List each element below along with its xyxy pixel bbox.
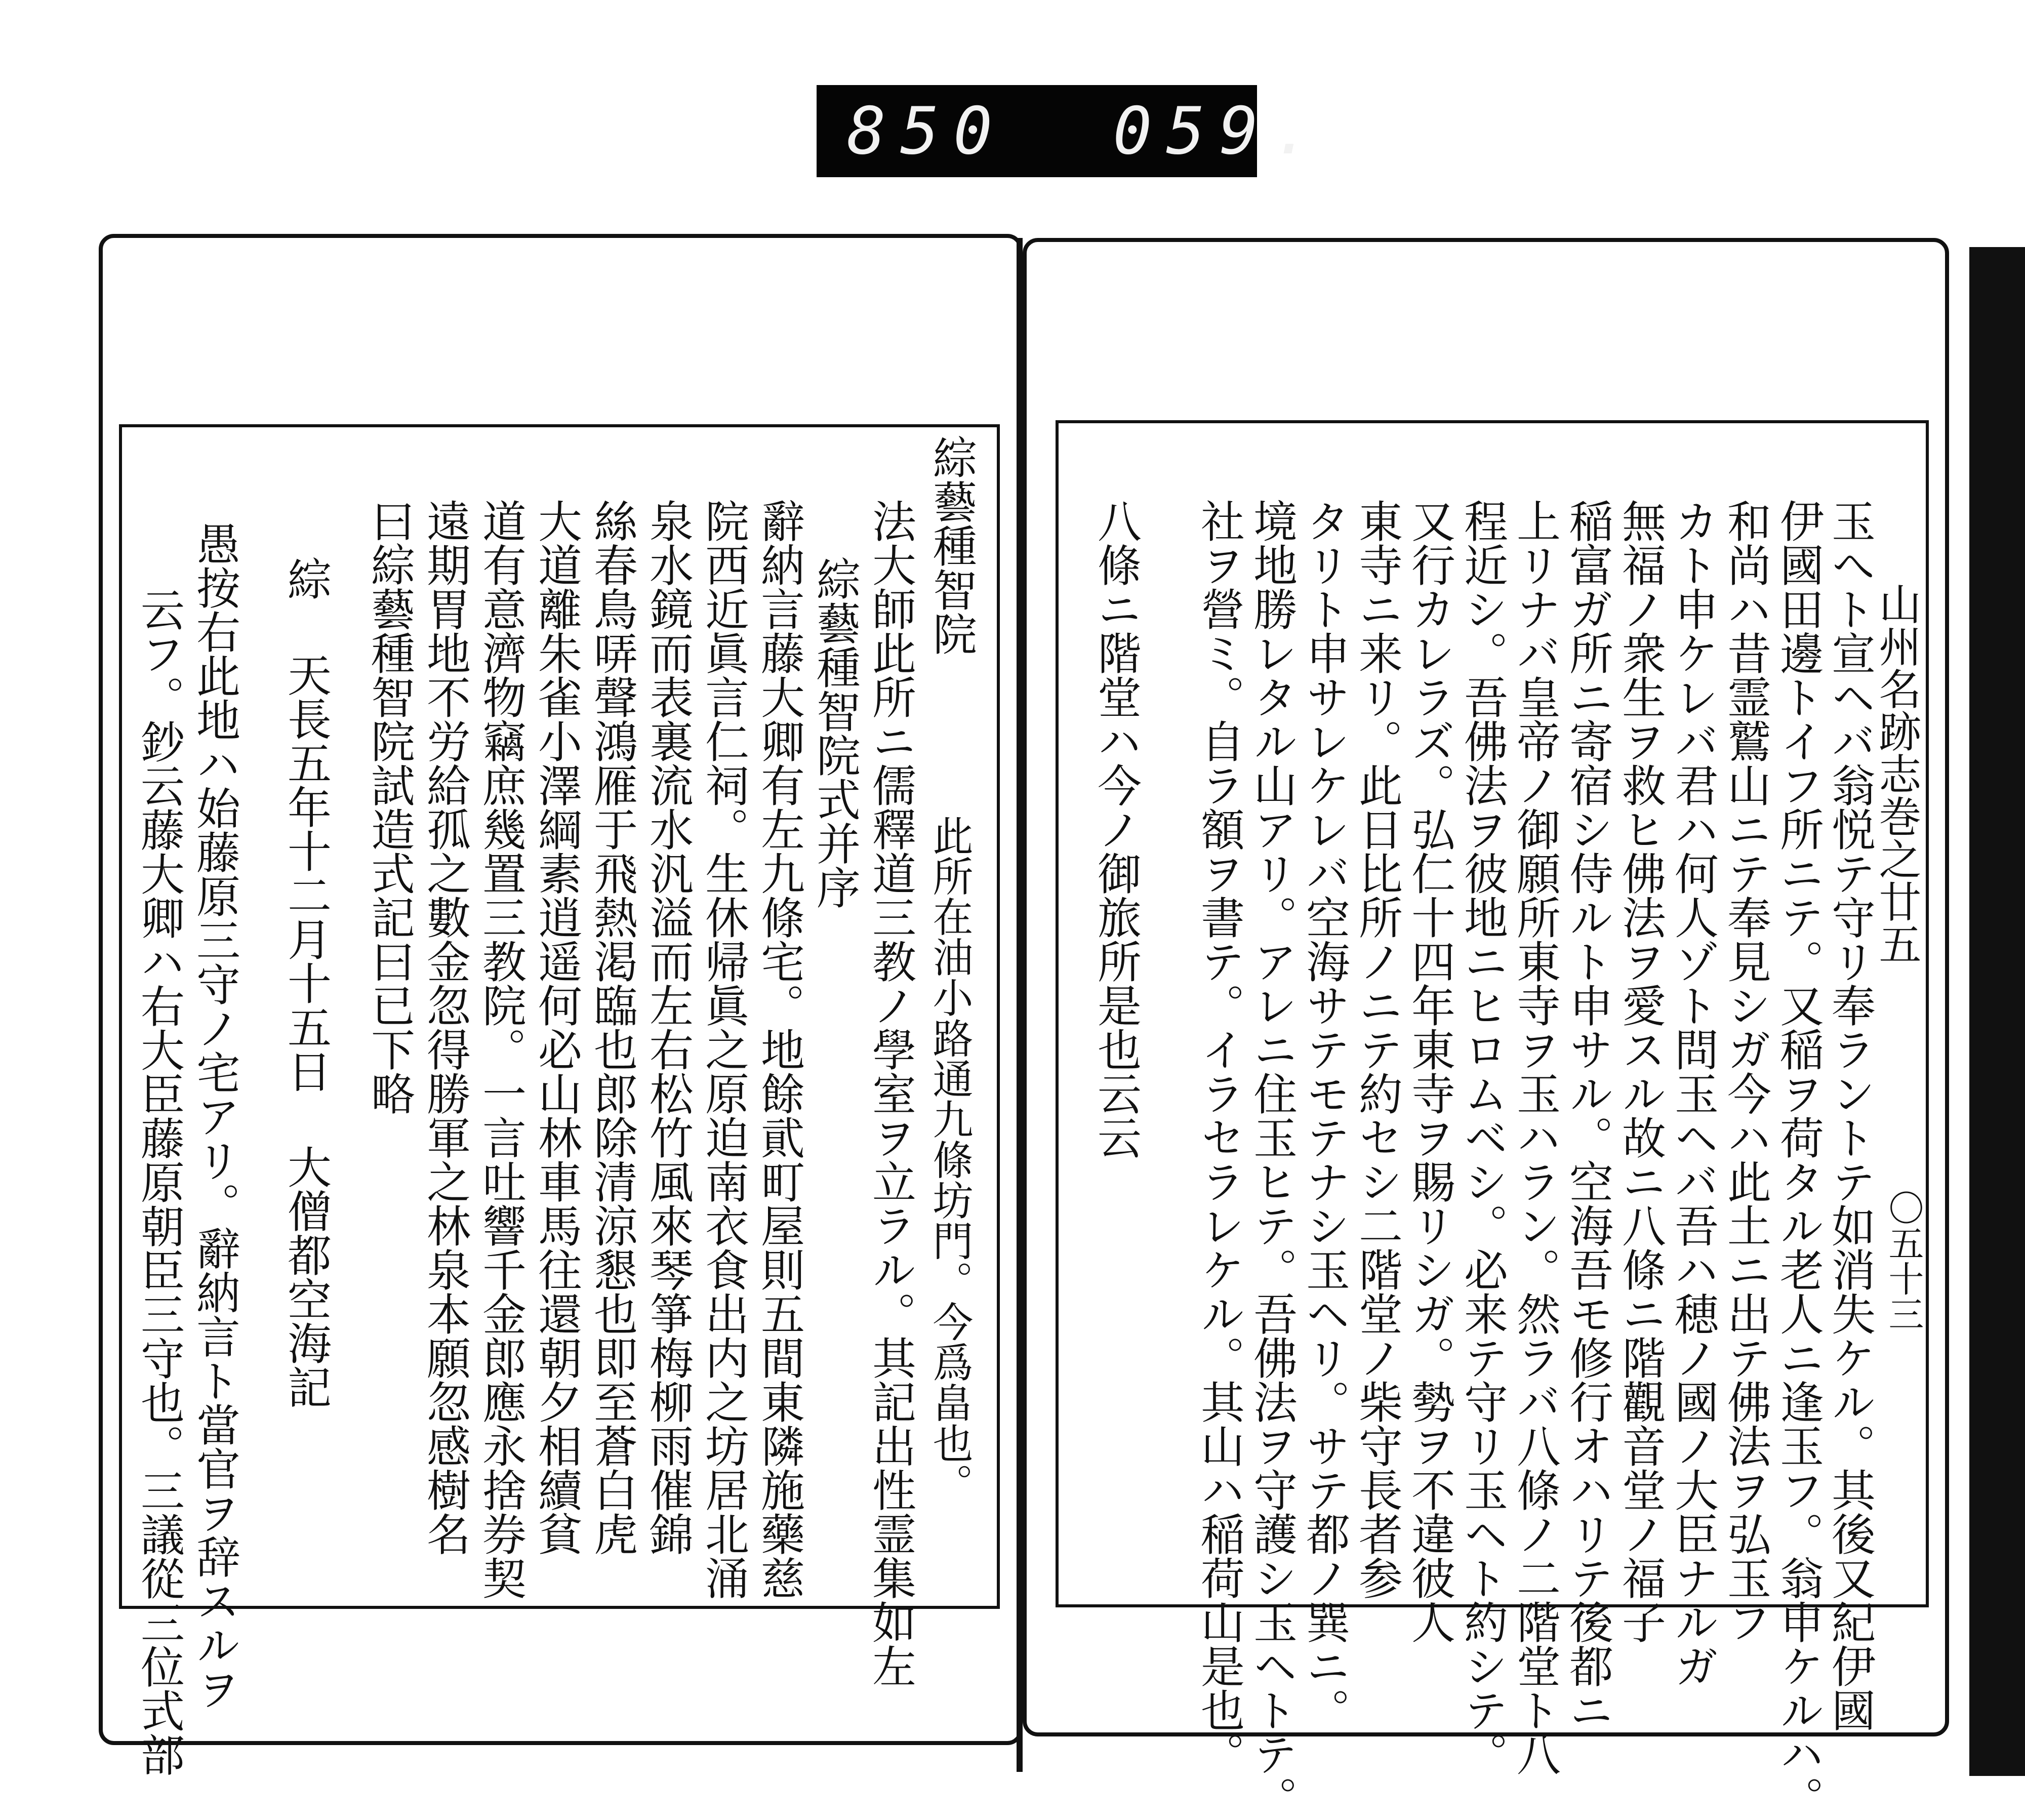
left-column-11: 曰綜藝種智院試造式記曰已下略 bbox=[363, 499, 415, 1115]
right-column-12: 境地勝レタル山アリ。アレニ住玉ヒテ。吾佛法ヲ守護シ玉ヘトテ。 bbox=[1246, 499, 1298, 1820]
right-column-10: 東寺ニ来リ。此日比所ノニテ約セシ二階堂ノ柴守長者参 bbox=[1351, 499, 1403, 1600]
left-column-14: 云フ。鈔云藤大卿ハ右大臣藤原朝臣三守也。三議從三位式部 bbox=[133, 587, 185, 1776]
right-column-3: 和尚ハ昔霊鷲山ニテ奉見シガ今ハ此土ニ出テ佛法ヲ弘玉フ bbox=[1720, 499, 1771, 1644]
left-column-6: 泉水鏡而表裏流水汎溢而左右松竹風來琴箏梅柳雨催錦 bbox=[642, 499, 694, 1556]
left-column-3: 綜藝種智院式并序 bbox=[809, 557, 861, 909]
page-number: 〇五十三 bbox=[1883, 1190, 1924, 1331]
left-column-8: 大道離朱雀小澤綱素逍遥何必山林車馬往還朝夕相續貧 bbox=[531, 499, 582, 1556]
left-column-12: 綜 天長五年十二月十五日 大僧都空海記 bbox=[280, 557, 332, 1409]
right-column-8: 程近シ。吾佛法ヲ彼地ニヒロムベシ。必来テ守リ玉ヘト約シテ。 bbox=[1456, 499, 1508, 1776]
right-column-14: 八條ニ階堂ハ今ノ御旅所是也云云 bbox=[1090, 499, 1142, 1159]
right-column-1: 玉へト宣ヘバ翁悦テ守リ奉ラントテ如消失ケル。其後又紀伊國 bbox=[1824, 499, 1876, 1732]
left-top-note: 此所在油小路通九條坊門。今爲畠也。 bbox=[926, 815, 973, 1504]
right-column-9: 又行カレラズ。弘仁十四年東寺ヲ賜リシガ。勢ヲ不違彼人 bbox=[1404, 499, 1455, 1644]
right-column-5: 無福ノ衆生ヲ救ヒ佛法ヲ愛スル故ニ八條ニ階觀音堂ノ福子 bbox=[1614, 499, 1666, 1644]
right-column-11: タリト申サレケレバ空海サテモテナシ玉ヘリ。サテ都ノ巽ニ。 bbox=[1299, 499, 1350, 1732]
right-column-13: 社ヲ營ミ。自ラ額ヲ書テ。イラセラレケル。其山ハ稲荷山是也。 bbox=[1193, 499, 1245, 1776]
left-column-title: 綜藝種智院 bbox=[925, 435, 977, 656]
right-column-2: 伊國田邊トイフ所ニテ。又稲ヲ荷タル老人ニ逢玉フ。翁申ケルハ。 bbox=[1772, 499, 1824, 1820]
book-edge-left bbox=[0, 225, 106, 1796]
left-column-2: 法大師此所ニ儒釋道三教ノ學室ヲ立ラル。其記出性霊集如左 bbox=[865, 499, 916, 1688]
left-column-9: 道有意濟物竊庶幾置三教院。一言吐響千金郎應永捨券契 bbox=[475, 499, 526, 1600]
left-column-4: 辭納言藤大卿有左九條宅。地餘貮町屋則五間東隣施藥慈 bbox=[753, 499, 805, 1600]
reference-number-label: 850 059. bbox=[817, 85, 1257, 177]
right-column-6: 稲富ガ所ニ寄宿シ侍ルト申サル。空海吾モ修行オハリテ後都ニ bbox=[1562, 499, 1613, 1732]
right-column-4: カト申ケレバ君ハ何人ゾト問玉ヘバ吾ハ穂ノ國ノ大臣ナルガ bbox=[1667, 499, 1719, 1688]
left-column-10: 遠期胃地不労給孤之數金忽得勝軍之林泉本願忽感樹名 bbox=[419, 499, 471, 1556]
left-column-13: 愚按右此地ハ始藤原三守ノ宅アリ。辭納言ト當官ヲ辞スルヲ bbox=[189, 521, 240, 1711]
right-column-7: 上リナバ皇帝ノ御願所東寺ヲ玉ハラン。然ラバ八條ノ二階堂ト八 bbox=[1509, 499, 1561, 1776]
book-spine bbox=[1017, 238, 1023, 1772]
book-edge-right bbox=[1969, 247, 2025, 1776]
left-column-7: 絲春鳥哢聲鴻雁于飛熱渇臨也郎除清涼懇也即至蒼白虎 bbox=[586, 499, 638, 1556]
running-title: 山州名跡志巻之廿五 bbox=[1872, 582, 1922, 965]
left-column-5: 院西近眞言仁祠。生休帰眞之原迫南衣食出内之坊居北涌 bbox=[698, 499, 749, 1600]
